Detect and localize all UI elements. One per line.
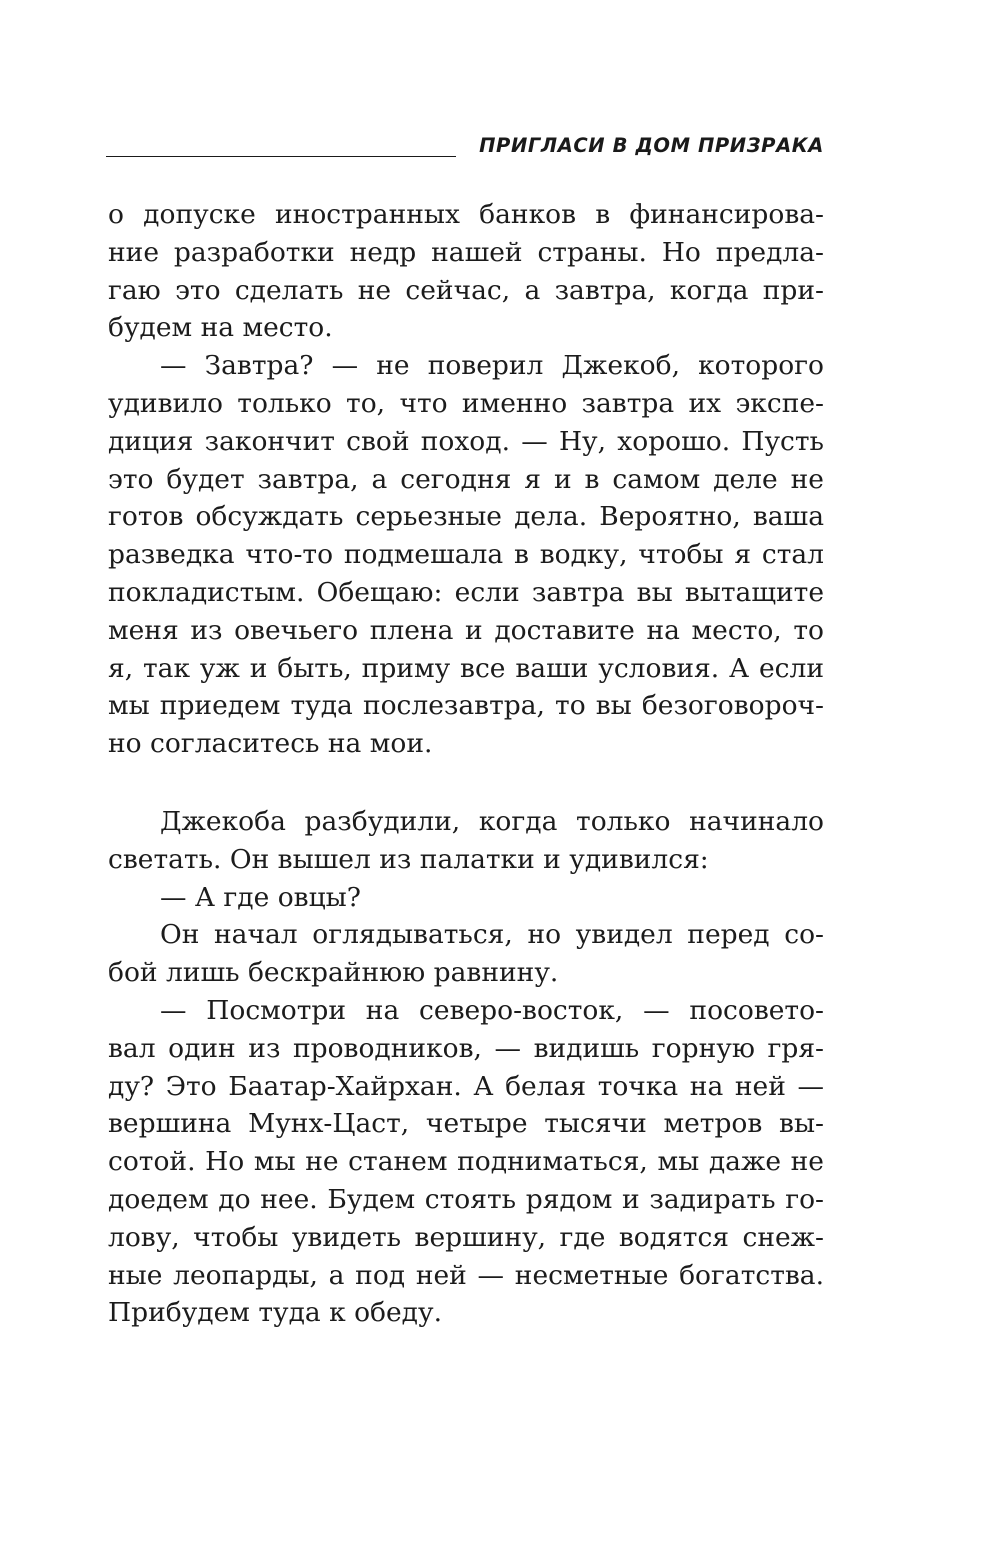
- text-line: — Завтра? — не поверил Джекоб, которого: [160, 350, 824, 382]
- text-line: но согласитесь на мои.: [108, 728, 433, 760]
- text-line: вал один из проводников, — видишь горную гря-: [108, 1032, 824, 1064]
- running-head-title: ПРИГЛАСИ В ДОМ ПРИЗРАКА: [479, 134, 824, 157]
- text-line: удивило только то, что именно завтра их экспе-: [108, 387, 824, 419]
- text-line: гаю это сделать не сейчас, а завтра, когда при-: [108, 274, 824, 306]
- text-line: это будет завтра, а сегодня я и в самом деле не: [108, 463, 824, 495]
- text-line: — Посмотри на северо-восток, — посовето-: [160, 994, 824, 1026]
- text-line: о допуске иностранных банков в финансирова-: [108, 199, 824, 230]
- section-break: [108, 763, 824, 803]
- header-rule: [106, 156, 456, 157]
- text-line: — А где овцы?: [160, 881, 361, 913]
- text-line: Джекоба разбудили, когда только начинало: [160, 805, 824, 837]
- text-line: меня из овечьего плена и доставите на место, то: [108, 614, 824, 646]
- text-line: будем на место.: [108, 312, 333, 344]
- text-line: ду? Это Баатар-Хайрхан. А белая точка на ней —: [108, 1070, 824, 1102]
- text-line: ные леопарды, а под ней — несметные богатства.: [108, 1259, 824, 1291]
- running-head: [106, 134, 824, 164]
- text-line: Прибудем туда к обеду.: [108, 1297, 443, 1329]
- text-line: светать. Он вышел из палатки и удивился:: [108, 843, 709, 875]
- text-line: бой лишь бескрайнюю равнину.: [108, 957, 559, 989]
- text-line: разведка что-то подмешала в водку, чтобы я стал: [108, 539, 824, 571]
- text-line: сотой. Но мы не станем подниматься, мы даже не: [108, 1146, 824, 1178]
- text-line: покладистым. Обещаю: если завтра вы вытащите: [108, 576, 824, 608]
- text-line: мы приедем туда послезавтра, то вы безоговороч-: [108, 690, 824, 722]
- text-line: вершина Мунх-Цаст, четыре тысячи метров вы-: [108, 1108, 824, 1140]
- text-line: готов обсуждать серьезные дела. Вероятно, ваша: [108, 501, 824, 533]
- text-line: доедем до нее. Будем стоять рядом и задирать го-: [108, 1183, 824, 1215]
- text-line: диция закончит свой поход. — Ну, хорошо. Пусть: [108, 425, 824, 457]
- text-line: Он начал оглядываться, но увидел перед со-: [160, 919, 824, 951]
- text-line: лову, чтобы увидеть вершину, где водятся снеж-: [108, 1221, 824, 1253]
- text-line: ние разработки недр нашей страны. Но предла-: [108, 236, 824, 268]
- text-line: я, так уж и быть, приму все ваши условия. А если: [108, 652, 824, 684]
- body-text: [108, 196, 824, 1332]
